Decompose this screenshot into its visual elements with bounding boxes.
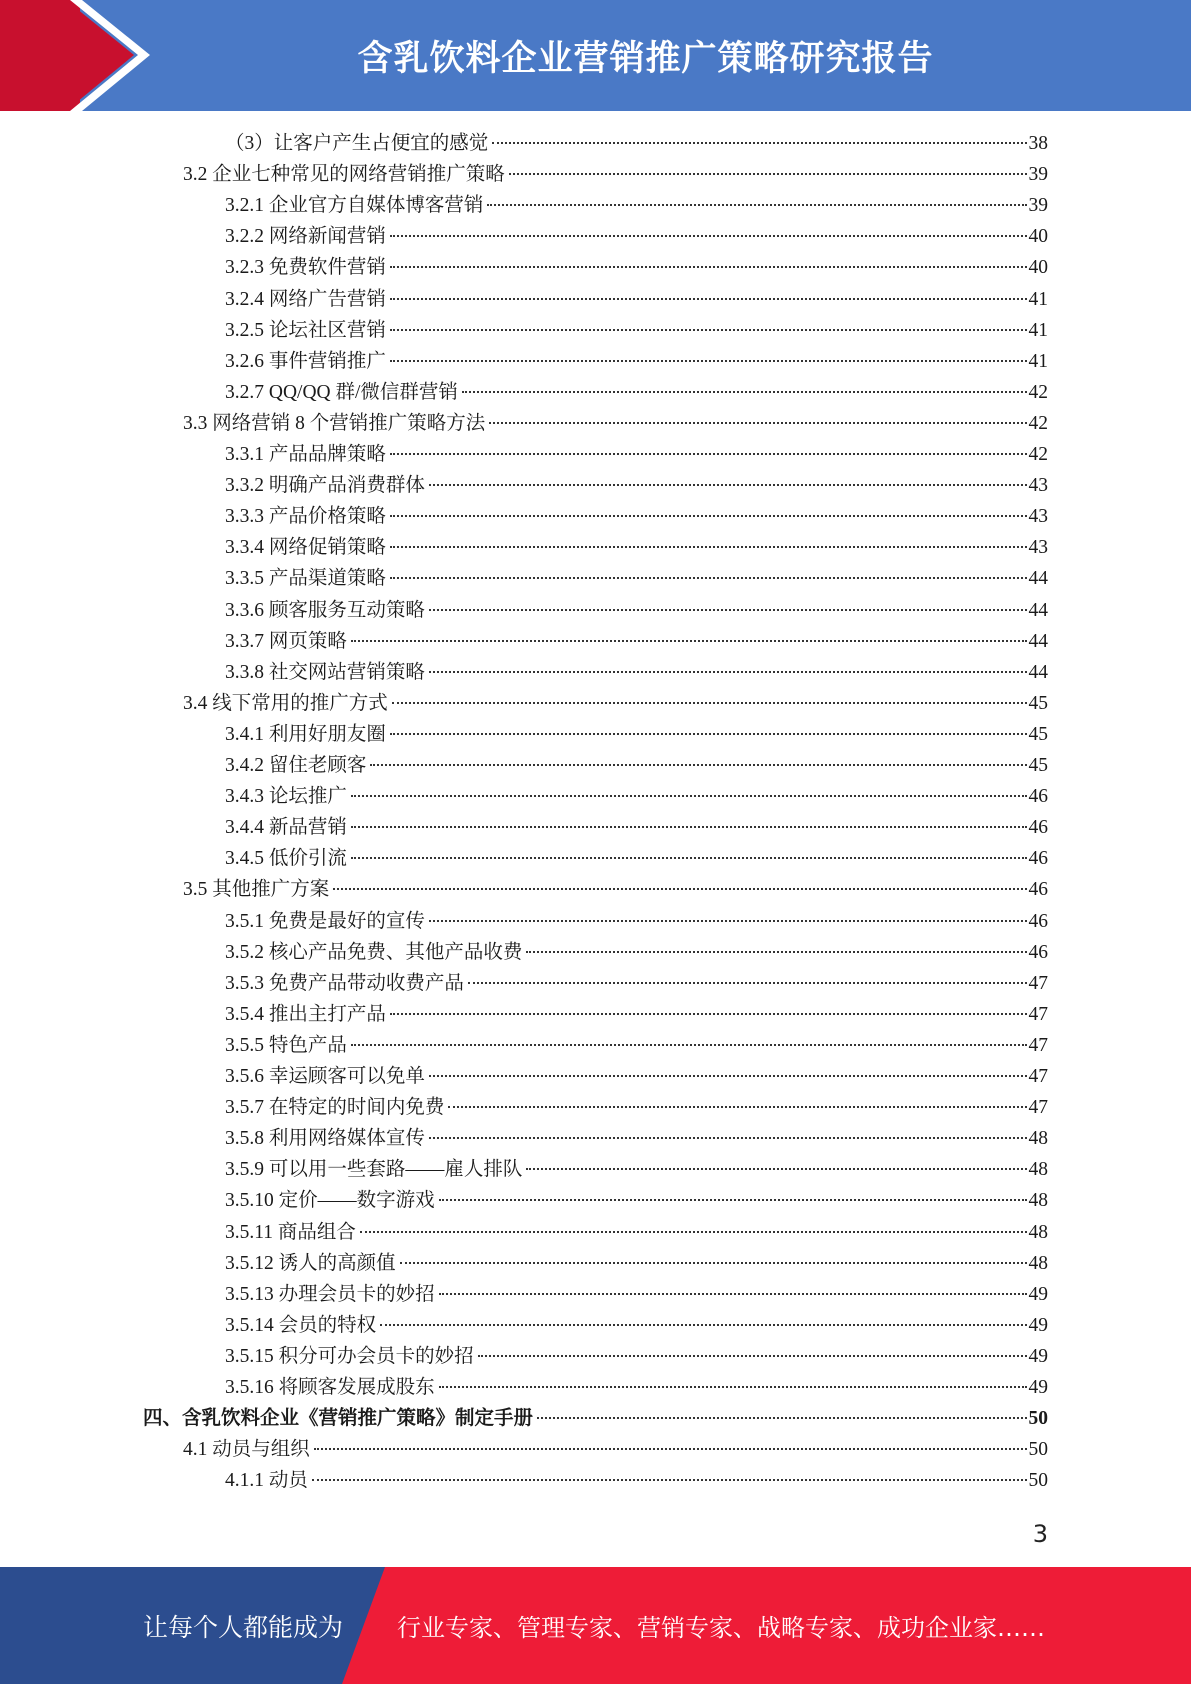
toc-dot-leader xyxy=(390,235,1027,237)
toc-entry-page: 42 xyxy=(1028,381,1048,403)
toc-entry-page: 47 xyxy=(1028,1066,1048,1087)
toc-entry-page: 49 xyxy=(1028,1314,1048,1336)
toc-entry-label: 3.5.16 将顾客发展成股东 xyxy=(225,1377,435,1398)
toc-entry-page: 44 xyxy=(1028,630,1048,652)
footer-slogan-left: 让每个人都能成为 xyxy=(143,1612,344,1642)
toc-dot-leader xyxy=(370,764,1026,766)
toc-entry-label: 4.1.1 动员 xyxy=(225,1470,308,1492)
toc-entry-label: 3.5.10 定价——数字游戏 xyxy=(225,1190,435,1212)
toc-entry-label: 3.2.5 论坛社区营销 xyxy=(225,319,386,341)
toc-entry[interactable] xyxy=(0,688,1048,719)
toc-entry-page: 49 xyxy=(1028,1283,1048,1305)
toc-dot-leader xyxy=(439,1293,1027,1295)
toc-dot-leader xyxy=(390,329,1027,331)
header-banner xyxy=(0,0,1191,111)
toc-entry[interactable] xyxy=(0,750,1048,781)
toc-entry-label: 3.5.9 可以用一些套路——雇人排队 xyxy=(225,1159,523,1181)
toc-entry-page: 45 xyxy=(1028,755,1048,776)
toc-entry[interactable] xyxy=(0,1154,1048,1185)
toc-dot-leader xyxy=(478,1355,1027,1357)
toc-dot-leader xyxy=(526,951,1026,953)
toc-entry[interactable] xyxy=(0,315,1048,346)
toc-entry-label: 3.5.8 利用网络媒体宣传 xyxy=(225,1128,425,1150)
toc-entry[interactable] xyxy=(0,719,1048,750)
toc-dot-leader xyxy=(390,453,1027,455)
toc-dot-leader xyxy=(390,515,1027,517)
toc-entry-page: 48 xyxy=(1028,1128,1048,1150)
toc-entry[interactable] xyxy=(0,470,1048,501)
toc-entry-page: 44 xyxy=(1028,661,1048,683)
toc-entry-page: 42 xyxy=(1028,412,1048,434)
toc-entry-page: 50 xyxy=(1028,1470,1048,1492)
toc-entry-page: 49 xyxy=(1028,1345,1048,1367)
toc-entry-label: 3.3.3 产品价格策略 xyxy=(225,506,386,528)
toc-entry[interactable] xyxy=(0,221,1048,252)
toc-entry-page: 49 xyxy=(1028,1377,1048,1398)
toc-entry-label: 3.3.5 产品渠道策略 xyxy=(225,568,386,590)
toc-entry-label: 3.2.3 免费软件营销 xyxy=(225,257,386,279)
toc-entry[interactable] xyxy=(0,190,1048,221)
toc-dot-leader xyxy=(314,1448,1027,1450)
toc-entry[interactable] xyxy=(0,1061,1048,1092)
toc-entry-label: 3.5 其他推广方案 xyxy=(183,879,330,901)
toc-entry-label: 3.5.5 特色产品 xyxy=(225,1034,347,1056)
toc-entry-page: 40 xyxy=(1028,257,1048,279)
toc-dot-leader xyxy=(390,298,1027,300)
toc-entry[interactable] xyxy=(0,657,1048,688)
toc-dot-leader xyxy=(487,204,1026,206)
toc-dot-leader xyxy=(351,640,1027,642)
toc-entry-page: 46 xyxy=(1028,941,1048,963)
toc-dot-leader xyxy=(462,391,1027,393)
toc-entry-label: 3.2.4 网络广告营销 xyxy=(225,288,386,310)
toc-entry[interactable] xyxy=(0,626,1048,657)
toc-dot-leader xyxy=(448,1106,1026,1108)
toc-entry-page: 42 xyxy=(1028,444,1048,465)
toc-entry[interactable] xyxy=(0,1434,1048,1465)
toc-entry-page: 43 xyxy=(1028,537,1048,559)
toc-dot-leader xyxy=(312,1479,1027,1481)
toc-entry[interactable] xyxy=(0,1217,1048,1248)
toc-entry-page: 45 xyxy=(1028,723,1048,745)
toc-dot-leader xyxy=(439,1199,1027,1201)
toc-dot-leader xyxy=(390,360,1027,362)
toc-dot-leader xyxy=(509,173,1027,175)
toc-dot-leader xyxy=(492,142,1026,144)
toc-entry-page: 44 xyxy=(1028,599,1048,621)
toc-entry[interactable] xyxy=(0,284,1048,315)
toc-entry-page: 40 xyxy=(1028,226,1048,248)
toc-entry-label: 3.3.6 顾客服务互动策略 xyxy=(225,599,425,621)
toc-entry-label: 3.3 网络营销 8 个营销推广策略方法 xyxy=(183,412,486,434)
toc-dot-leader xyxy=(526,1168,1026,1170)
toc-dot-leader xyxy=(429,484,1027,486)
toc-entry[interactable] xyxy=(0,1248,1048,1279)
toc-entry-label: 3.5.12 诱人的高颜值 xyxy=(225,1252,396,1274)
report-title: 含乳饮料企业营销推广策略研究报告 xyxy=(357,38,934,79)
toc-entry-label: 3.4.2 留住老顾客 xyxy=(225,755,367,776)
toc-dot-leader xyxy=(400,1262,1027,1264)
toc-entry-label: 3.3.4 网络促销策略 xyxy=(225,537,386,559)
toc-entry[interactable] xyxy=(0,906,1048,937)
toc-entry-label: 3.4 线下常用的推广方式 xyxy=(183,692,388,714)
toc-entry-page: 47 xyxy=(1028,1097,1048,1119)
toc-entry-page: 38 xyxy=(1028,133,1048,154)
toc-dot-leader xyxy=(351,795,1027,797)
toc-dot-leader xyxy=(333,888,1026,890)
toc-entry-page: 41 xyxy=(1028,288,1048,310)
toc-dot-leader xyxy=(351,826,1027,828)
toc-entry-page: 50 xyxy=(1028,1439,1048,1461)
toc-entry-label: 3.3.2 明确产品消费群体 xyxy=(225,475,425,497)
toc-entry-label: 3.2.7 QQ/QQ 群/微信群营销 xyxy=(225,381,458,403)
toc-dot-leader xyxy=(390,577,1027,579)
toc-entry-page: 39 xyxy=(1028,195,1048,217)
toc-dot-leader xyxy=(429,920,1027,922)
toc-entry[interactable] xyxy=(0,937,1048,968)
toc-entry-page: 39 xyxy=(1028,164,1048,186)
toc-entry[interactable] xyxy=(0,874,1048,905)
toc-entry-label: 3.5.6 幸运顾客可以免单 xyxy=(225,1066,425,1087)
toc-entry[interactable] xyxy=(0,1279,1048,1310)
toc-entry-label: 4.1 动员与组织 xyxy=(183,1439,310,1461)
toc-entry[interactable] xyxy=(0,1310,1048,1341)
toc-entry-label: 3.5.3 免费产品带动收费产品 xyxy=(225,972,464,994)
toc-entry[interactable] xyxy=(0,439,1048,470)
toc-entry-label: （3）让客户产生占便宜的感觉 xyxy=(225,133,489,154)
toc-entry-page: 41 xyxy=(1028,350,1048,372)
toc-entry-page: 48 xyxy=(1028,1190,1048,1212)
toc-entry-page: 43 xyxy=(1028,506,1048,528)
toc-dot-leader xyxy=(429,609,1027,611)
toc-entry-page: 48 xyxy=(1028,1159,1048,1181)
toc-entry-label: 3.2.2 网络新闻营销 xyxy=(225,226,386,248)
toc-entry[interactable] xyxy=(0,968,1048,999)
toc-entry-label: 3.2.6 事件营销推广 xyxy=(225,350,386,372)
toc-entry-label: 3.3.1 产品品牌策略 xyxy=(225,444,386,465)
toc-entry[interactable] xyxy=(0,408,1048,439)
toc-entry-page: 46 xyxy=(1028,817,1048,839)
toc-entry[interactable] xyxy=(0,1030,1048,1061)
toc-entry-page: 46 xyxy=(1028,786,1048,808)
toc-entry[interactable] xyxy=(0,501,1048,532)
toc-entry[interactable] xyxy=(0,159,1048,190)
toc-entry-page: 47 xyxy=(1028,1034,1048,1056)
toc-dot-leader xyxy=(380,1324,1026,1326)
toc-entry-label: 3.3.7 网页策略 xyxy=(225,630,347,652)
toc-entry[interactable] xyxy=(0,781,1048,812)
toc-entry[interactable] xyxy=(0,1341,1048,1372)
toc-entry-label: 3.3.8 社交网站营销策略 xyxy=(225,661,425,683)
toc-entry-label: 四、含乳饮料企业《营销推广策略》制定手册 xyxy=(143,1408,534,1430)
toc-entry-label: 3.5.13 办理会员卡的妙招 xyxy=(225,1283,435,1305)
toc-dot-leader xyxy=(351,857,1027,859)
toc-entry[interactable] xyxy=(0,812,1048,843)
toc-entry-label: 3.2 企业七种常见的网络营销推广策略 xyxy=(183,164,505,186)
toc-entry-label: 3.5.7 在特定的时间内免费 xyxy=(225,1097,445,1119)
toc-entry-label: 3.4.5 低价引流 xyxy=(225,848,347,870)
toc-dot-leader xyxy=(351,1044,1027,1046)
toc-entry-page: 44 xyxy=(1028,568,1048,590)
toc-entry[interactable] xyxy=(0,1185,1048,1216)
toc-entry-page: 47 xyxy=(1028,972,1048,994)
toc-entry[interactable] xyxy=(0,532,1048,563)
toc-dot-leader xyxy=(468,982,1027,984)
toc-entry[interactable] xyxy=(0,1123,1048,1154)
footer-slogan-right: 行业专家、管理专家、营销专家、战略专家、成功企业家…… xyxy=(397,1614,1045,1642)
toc-entry-label: 3.2.1 企业官方自媒体博客营销 xyxy=(225,195,484,217)
toc-entry[interactable] xyxy=(0,1092,1048,1123)
toc-dot-leader xyxy=(390,1013,1027,1015)
toc-dot-leader xyxy=(429,1137,1027,1139)
toc-entry[interactable] xyxy=(0,377,1048,408)
toc-dot-leader xyxy=(429,1075,1027,1077)
toc-entry[interactable] xyxy=(0,1403,1048,1434)
toc-entry-page: 47 xyxy=(1028,1003,1048,1025)
toc-entry-page: 46 xyxy=(1028,879,1048,901)
toc-dot-leader xyxy=(489,422,1026,424)
toc-dot-leader xyxy=(360,1231,1027,1233)
footer-banner xyxy=(0,1567,1191,1684)
page-number: 3 xyxy=(1032,1520,1048,1548)
toc-dot-leader xyxy=(390,546,1027,548)
toc-entry-label: 3.5.1 免费是最好的宣传 xyxy=(225,910,425,932)
toc-dot-leader xyxy=(439,1386,1027,1388)
toc-entry[interactable] xyxy=(0,1372,1048,1403)
toc-entry-label: 3.4.4 新品营销 xyxy=(225,817,347,839)
toc-entry-page: 46 xyxy=(1028,848,1048,870)
toc-entry-page: 46 xyxy=(1028,910,1048,932)
toc-entry[interactable] xyxy=(0,252,1048,283)
toc-entry-label: 3.5.11 商品组合 xyxy=(225,1221,356,1243)
toc-dot-leader xyxy=(537,1417,1026,1419)
toc-entry[interactable] xyxy=(0,563,1048,594)
toc-entry-label: 3.4.1 利用好朋友圈 xyxy=(225,723,386,745)
toc-entry[interactable] xyxy=(0,128,1048,159)
toc-entry-label: 3.4.3 论坛推广 xyxy=(225,786,347,808)
toc-entry-page: 48 xyxy=(1028,1252,1048,1274)
toc-entry[interactable] xyxy=(0,999,1048,1030)
toc-entry-label: 3.5.4 推出主打产品 xyxy=(225,1003,386,1025)
toc-dot-leader xyxy=(392,702,1027,704)
toc-entry-label: 3.5.2 核心产品免费、其他产品收费 xyxy=(225,941,523,963)
toc-entry-page: 45 xyxy=(1028,692,1048,714)
toc-dot-leader xyxy=(390,266,1027,268)
toc-entry[interactable] xyxy=(0,843,1048,874)
toc-entry-label: 3.5.15 积分可办会员卡的妙招 xyxy=(225,1345,474,1367)
toc-entry-page: 48 xyxy=(1028,1221,1048,1243)
toc-dot-leader xyxy=(429,671,1027,673)
toc-entry-page: 43 xyxy=(1028,475,1048,497)
toc-entry[interactable] xyxy=(0,1465,1048,1496)
toc-dot-leader xyxy=(390,733,1027,735)
toc-entry-page: 41 xyxy=(1028,319,1048,341)
toc-entry-page: 50 xyxy=(1028,1408,1048,1430)
toc-entry[interactable] xyxy=(0,346,1048,377)
toc-entry[interactable] xyxy=(0,595,1048,626)
toc-entry-label: 3.5.14 会员的特权 xyxy=(225,1314,377,1336)
